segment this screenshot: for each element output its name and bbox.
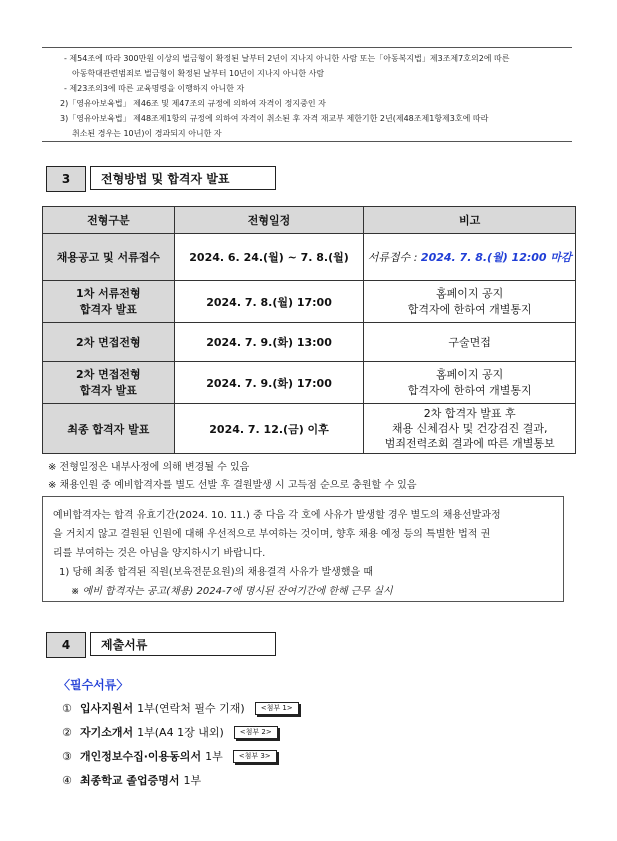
note-cell: 구술면접 [364, 323, 576, 362]
document-name: 자기소개서 [80, 726, 134, 739]
table-row [43, 234, 576, 281]
section-number: 4 [46, 632, 86, 658]
stage-cell: 1차 서류전형 합격자 발표 [43, 281, 175, 323]
info-line: 1) 당해 최종 합격된 직원(보육전문요원)의 채용결격 사유가 발생했을 때 [59, 567, 373, 578]
attachment-tag: <첨부 1> [255, 702, 299, 715]
info-line: 리를 부여하는 것은 아님을 양지하시기 바랍니다. [53, 548, 266, 559]
document-name: 최종학교 졸업증명서 [80, 774, 180, 787]
section-title: 전형방법 및 합격자 발표 [90, 166, 276, 190]
column-header: 전형구분 [43, 207, 175, 234]
schedule-note: ※ 채용인원 중 예비합격자를 별도 선발 후 결원발생 시 고득점 순으로 충원할 수 있음 [48, 480, 417, 491]
document-item [62, 724, 278, 740]
stage-cell: 2차 면접전형 합격자 발표 [43, 362, 175, 404]
document-name: 개인정보수집·이용동의서 [80, 750, 202, 763]
document-item [62, 772, 201, 788]
note-prefix: 서류접수 : [367, 251, 421, 264]
note-cell: 홈페이지 공지 합격자에 한하여 개별통지 [364, 281, 576, 323]
document-detail: 1부(연락처 필수 기재) [137, 702, 245, 715]
column-header: 전형일정 [174, 207, 364, 234]
required-docs-heading: 〈필수서류〉 [58, 678, 129, 692]
disqualification-criteria [42, 47, 572, 142]
schedule-cell: 2024. 7. 9.(화) 17:00 [174, 362, 364, 404]
info-italic-note: ※ 예비 합격자는 공고(채용) 2024-7에 명시된 잔여기간에 한해 근무 실시 [71, 586, 393, 597]
info-line: 예비합격자는 합격 유효기간(2024. 10. 11.) 중 다음 각 호에 사유가 발생할 경우 별도의 채용선발과정 [53, 510, 501, 521]
criteria-line: - 제54조에 따라 300만원 이상의 벌금형이 확정된 날부터 2년이 지나지 아니한 사람 또는「아동복지법」제3조제7호의2에 따른 [64, 54, 510, 63]
document-item [62, 700, 299, 716]
criteria-line: - 제23조의3에 따른 교육명령을 이행하지 아니한 자 [64, 84, 245, 93]
item-number: ③ [62, 749, 72, 763]
document-detail: 1부 [205, 750, 223, 763]
document-detail: 1부 [183, 774, 202, 787]
criteria-line: 2)「영유아보육법」 제46조 및 제47조의 규정에 의하여 자격이 정지중인 자 [60, 99, 326, 108]
reserve-candidate-info [42, 496, 564, 602]
note-cell: 홈페이지 공지 합격자에 한하여 개별통지 [364, 362, 576, 404]
document-detail: 1부(A4 1장 내외) [137, 726, 224, 739]
schedule-cell: 2024. 6. 24.(월) ~ 7. 8.(월) [174, 234, 364, 281]
stage-cell: 2차 면접전형 [43, 323, 175, 362]
note-cell: 2차 합격자 발표 후 채용 신체검사 및 건강검진 결과, 범죄전력조회 결과에 따른 개별통보 [364, 404, 576, 454]
table-row [43, 404, 576, 454]
section-title: 제출서류 [90, 632, 276, 656]
stage-cell: 채용공고 및 서류접수 [43, 234, 175, 281]
criteria-line: 아동학대관련범죄로 벌금형이 확정된 날부터 10년이 지나지 아니한 사람 [72, 69, 325, 78]
item-number: ① [62, 701, 72, 715]
note-cell [364, 234, 576, 281]
item-number: ④ [62, 773, 72, 787]
attachment-tag: <첨부 2> [234, 726, 278, 739]
schedule-cell: 2024. 7. 8.(월) 17:00 [174, 281, 364, 323]
item-number: ② [62, 725, 72, 739]
criteria-line: 3)「영유아보육법」 제48조제1항의 규정에 의하여 자격이 취소된 후 자격 재교부 제한기한 2년(제48조제1항제3호에 따라 [60, 114, 489, 123]
schedule-cell: 2024. 7. 12.(금) 이후 [174, 404, 364, 454]
table-row [43, 362, 576, 404]
section-number: 3 [46, 166, 86, 192]
attachment-tag: <첨부 3> [233, 750, 277, 763]
info-line: 을 거치지 않고 결원된 인원에 대해 우선적으로 부여하는 것이며, 향후 채용 예정 등의 특별한 법적 권 [53, 529, 491, 540]
deadline-highlight: 2024. 7. 8.(월) 12:00 마감 [420, 251, 572, 264]
schedule-table [42, 206, 576, 454]
stage-cell: 최종 합격자 발표 [43, 404, 175, 454]
schedule-note: ※ 전형일정은 내부사정에 의해 변경될 수 있음 [48, 462, 250, 473]
column-header: 비고 [364, 207, 576, 234]
table-row [43, 323, 576, 362]
schedule-cell: 2024. 7. 9.(화) 13:00 [174, 323, 364, 362]
table-row [43, 281, 576, 323]
table-header-row [43, 207, 576, 234]
document-name: 입사지원서 [80, 702, 134, 715]
criteria-line: 취소된 경우는 10년)이 경과되지 아니한 자 [72, 129, 222, 138]
document-item [62, 748, 277, 764]
